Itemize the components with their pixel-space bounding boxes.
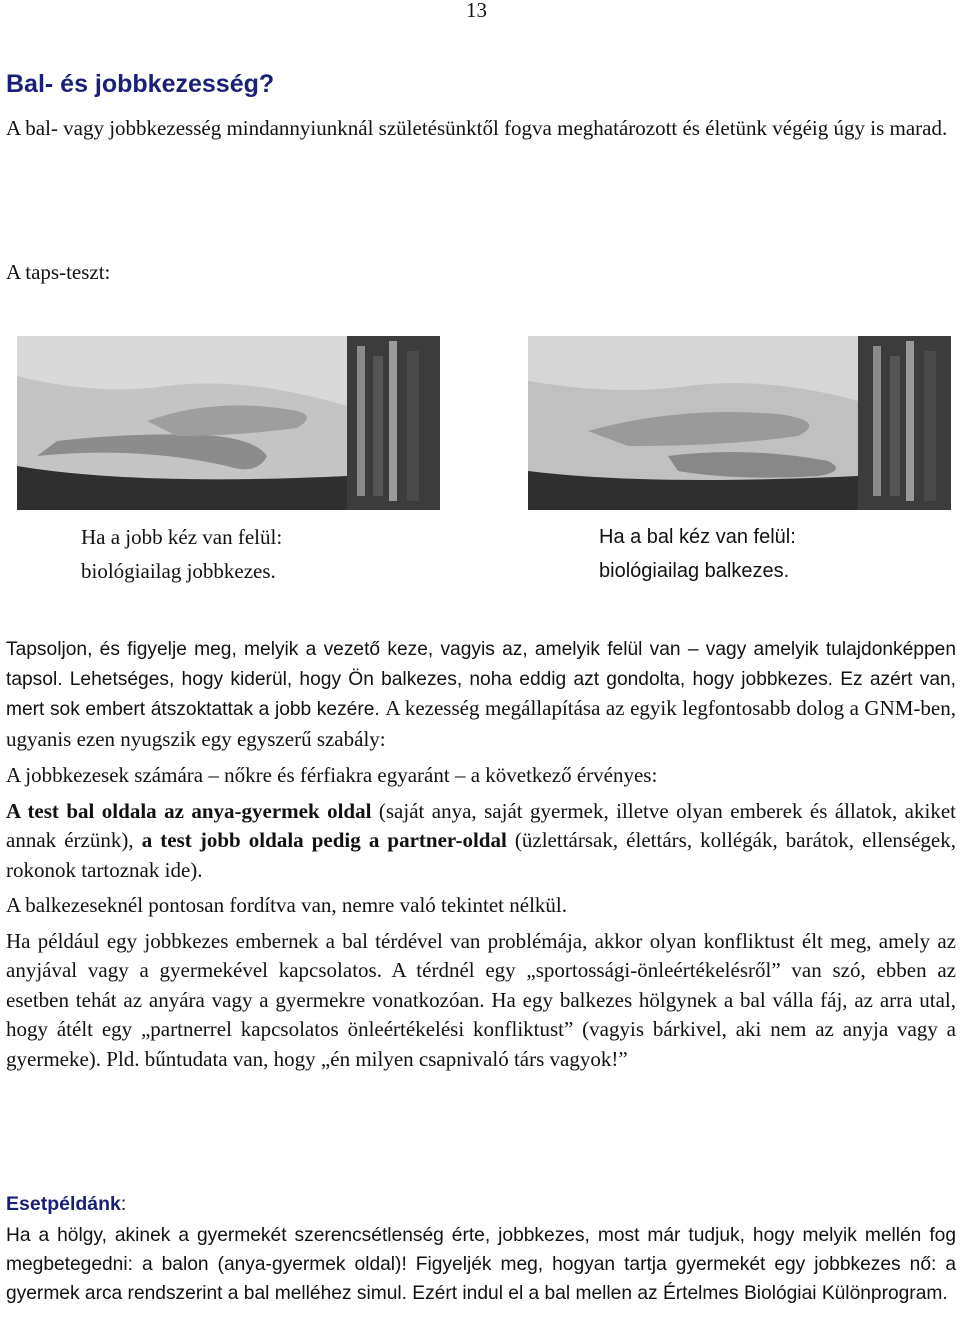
intro-paragraph: A bal- vagy jobbkezesség mindannyiunknál születésünktől fogva meghatározott és életünk végéig úgy is marad. bbox=[6, 116, 948, 140]
main-text bbox=[6, 635, 956, 1080]
caption-right-hand bbox=[81, 520, 282, 588]
paragraph-text: (saját anya, saját gyermek, illetve olyan emberek és állatok, akiket annak érzünk), bbox=[6, 798, 956, 852]
paragraph-text: A kezesség megállapítása az egyik legfontosabb dolog a GNM-ben, ugyanis ezen nyugszik egy egyszerű szabály: bbox=[6, 696, 956, 751]
photo-left-hand-on-top bbox=[528, 336, 951, 510]
case-example-heading bbox=[6, 1193, 126, 1216]
clap-test-heading: A taps-teszt: bbox=[6, 260, 111, 284]
case-label: Esetpéldánk bbox=[6, 1193, 121, 1215]
caption-line: biológiailag jobbkezes. bbox=[81, 559, 276, 583]
paragraph-text: Tapsoljon, és figyelje meg, melyik a vezető keze, vagyis az, amelyik felül van – vagy amelyik tulajdonképpen tapsol. Lehetséges, hogy kiderül, hogy Ön balkezes, noha eddig azt gondolta, hogy jobbkezes. Ez azért van, mert sok embert átszoktattak a jobb kezére. bbox=[6, 639, 956, 720]
paragraph-sides bbox=[6, 797, 956, 886]
case-colon: : bbox=[120, 1193, 127, 1215]
caption-left-hand bbox=[599, 520, 796, 588]
paragraph-example: Ha például egy jobbkezes embernek a bal térdével van problémája, akkor olyan konfliktust élt meg, amely az anyjával vagy a gyermekével kapcsolatos. A térdnél egy „sportossági-önleértékelésről” van szó, ebben az esetben tehát az anyára vagy a gyermekre vonatkozóan. Ha egy balkezes hölgynek a bal válla fáj, az arra utal, hogy átélt egy „partnerrel kapcsolatos önleértékelési konfliktust” (vagyis bárkivel, aki nem az anyja vagy a gyermeke). Pld. bűntudata van, hogy „én milyen csapnivaló társ vagyok!” bbox=[6, 928, 956, 1071]
bold-text: a test jobb oldala pedig a partner-oldal bbox=[141, 828, 507, 852]
paragraph-text: (üzlettársak, élettárs, kollégák, barátok, ellenségek, rokonok tartoznak ide). bbox=[6, 828, 956, 882]
paragraph-left-handed: A balkezeseknél pontosan fordítva van, nemre való tekintet nélkül. bbox=[6, 893, 567, 917]
paragraph-rule: A jobbkezesek számára – nőkre és férfiakra egyaránt – a következő érvényes: bbox=[6, 763, 658, 787]
page-number: 13 bbox=[466, 0, 487, 22]
bold-text: A test bal oldala az anya-gyermek oldal bbox=[6, 798, 372, 823]
caption-line: Ha a jobb kéz van felül: bbox=[81, 525, 283, 549]
caption-line: Ha a bal kéz van felül: bbox=[599, 526, 796, 548]
caption-line: biológiailag balkezes. bbox=[599, 560, 790, 582]
case-example-text: Ha a hölgy, akinek a gyermekét szerencsétlenség érte, jobbkezes, most már tudjuk, hogy melyik mellén fog megbetegedni: a balon (anya-gyermek oldal)! Figyeljék meg, hogyan tartja gyermekét egy jobbkezes nő: a gyermek arca rendszerint a bal melléhez simul. Ezért indul el a bal mellen az Értelmes Biológiai Különprogram. bbox=[6, 1225, 956, 1304]
page-title: Bal- és jobbkezesség? bbox=[6, 70, 275, 98]
paragraph-clap-instructions bbox=[6, 635, 956, 755]
photo-right-hand-on-top bbox=[17, 336, 440, 510]
